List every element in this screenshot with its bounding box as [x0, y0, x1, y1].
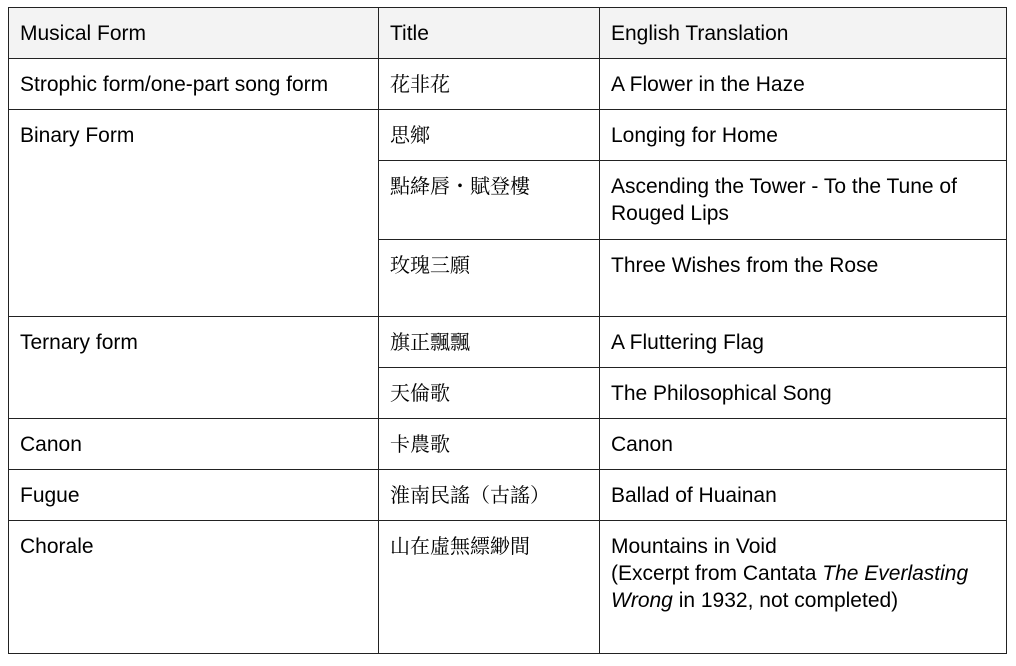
translation-cell: Longing for Home — [600, 110, 1007, 161]
translation-text: in 1932, not completed) — [672, 589, 899, 612]
form-cell: Chorale — [9, 521, 379, 654]
form-cell: Fugue — [9, 470, 379, 521]
form-cell: Ternary form — [9, 317, 379, 419]
translation-cell: The Philosophical Song — [600, 368, 1007, 419]
translation-cell: Canon — [600, 419, 1007, 470]
title-cell: 玫瑰三願 — [379, 240, 600, 317]
title-cell: 花非花 — [379, 59, 600, 110]
translation-cell: A Fluttering Flag — [600, 317, 1007, 368]
table-row — [9, 110, 1007, 161]
form-cell: Binary Form — [9, 110, 379, 317]
header-musical-form: Musical Form — [9, 8, 379, 59]
form-cell: Strophic form/one-part song form — [9, 59, 379, 110]
title-cell: 點絳唇・賦登樓 — [379, 161, 600, 240]
table-row — [9, 317, 1007, 368]
title-cell: 思鄉 — [379, 110, 600, 161]
translation-cell — [600, 521, 1007, 654]
table-row — [9, 59, 1007, 110]
header-title: Title — [379, 8, 600, 59]
cantata-title: The Everlasting Wrong — [611, 562, 969, 612]
translation-cell: Ballad of Huainan — [600, 470, 1007, 521]
translation-cell: Ascending the Tower - To the Tune of Rouged Lips — [600, 161, 1007, 240]
musical-forms-table — [8, 7, 1007, 654]
translation-cell: A Flower in the Haze — [600, 59, 1007, 110]
header-english-translation: English Translation — [600, 8, 1007, 59]
title-cell: 卡農歌 — [379, 419, 600, 470]
table-row — [9, 521, 1007, 654]
translation-line: Mountains in Void — [611, 535, 777, 558]
table-row — [9, 470, 1007, 521]
title-cell: 山在虛無縹緲間 — [379, 521, 600, 654]
table-row — [9, 419, 1007, 470]
header-row — [9, 8, 1007, 59]
title-cell: 天倫歌 — [379, 368, 600, 419]
translation-cell: Three Wishes from the Rose — [600, 240, 1007, 317]
translation-text: (Excerpt from Cantata — [611, 562, 823, 585]
title-cell: 淮南民謠（古謠） — [379, 470, 600, 521]
form-cell: Canon — [9, 419, 379, 470]
title-cell: 旗正飄飄 — [379, 317, 600, 368]
